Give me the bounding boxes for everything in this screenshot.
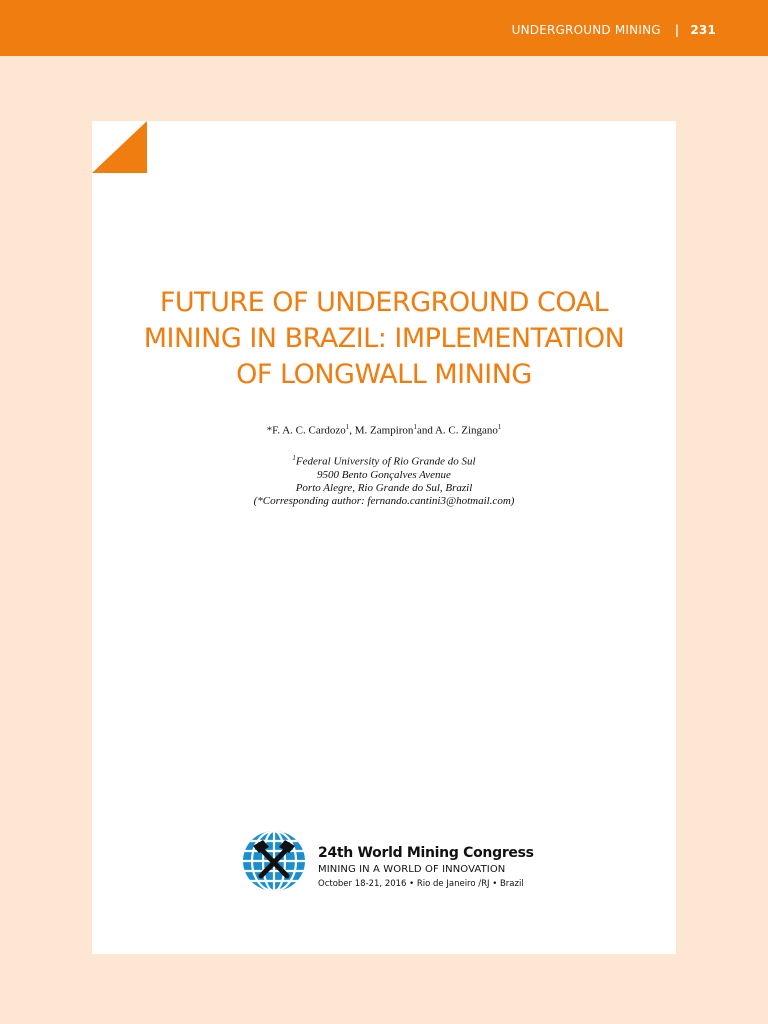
affiliation-institution: Federal University of Rio Grande do Sul — [295, 455, 476, 468]
title-line-2: MINING IN BRAZIL: IMPLEMENTATION — [143, 323, 625, 354]
author-1-sep: , — [349, 424, 355, 437]
author-1-affil: 1 — [345, 423, 350, 431]
affiliation-line-1 — [92, 452, 676, 469]
affiliation-line-2: 9500 Bento Gonçalves Avenue — [317, 468, 451, 481]
affiliation-sup: 1 — [292, 454, 296, 462]
congress-title: 24th World Mining Congress — [318, 845, 534, 861]
affiliation-line-3: Porto Alegre, Rio Grande do Sul, Brazil — [295, 481, 473, 494]
author-2-affil: 1 — [413, 423, 417, 431]
author-3-affil: 1 — [497, 423, 502, 431]
running-head — [512, 23, 716, 37]
congress-date-location: October 18-21, 2016 • Rio de Janeiro /RJ • Brazil — [318, 879, 524, 889]
page-number: 231 — [690, 23, 716, 37]
header-separator: | — [674, 23, 680, 37]
affiliation — [92, 452, 676, 508]
author-2-sep: and — [416, 424, 435, 437]
congress-subtitle: MINING IN A WORLD OF INNOVATION — [318, 864, 506, 875]
author-2: M. Zampiron — [354, 424, 414, 437]
title-line-1: FUTURE OF UNDERGROUND COAL — [159, 287, 609, 318]
congress-block — [318, 845, 534, 889]
corresponding-author: (*Corresponding author: fernando.cantini3@hotmail.com) — [253, 494, 515, 507]
author-3: A. C. Zingano — [434, 424, 498, 437]
author-1: *F. A. C. Cardozo — [266, 424, 346, 437]
section-title: UNDERGROUND MINING — [511, 23, 661, 37]
author-list — [92, 423, 676, 437]
title-line-3: OF LONGWALL MINING — [236, 359, 532, 390]
globe-hammers-logo-icon — [241, 829, 307, 893]
paper-title — [92, 285, 676, 393]
header-bar — [0, 0, 768, 56]
folded-corner-icon — [92, 121, 147, 173]
paper-page — [92, 121, 676, 954]
